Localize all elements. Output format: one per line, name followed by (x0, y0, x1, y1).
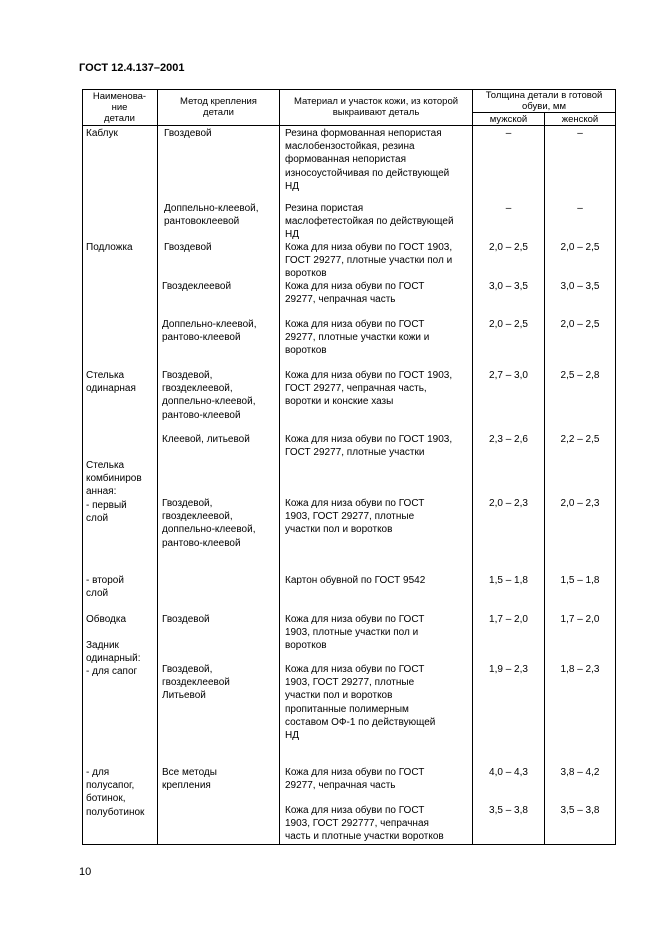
cell-female: 1,8 – 2,3 (560, 664, 600, 675)
cell-method: Гвоздеклеевой (162, 281, 232, 292)
cell-male: 3,0 – 3,5 (489, 281, 528, 292)
parts-table (82, 89, 616, 845)
cell-method: Гвоздевой (164, 242, 212, 253)
cell-material: Кожа для низа обуви по ГОСТ 1903, ГОСТ 29277, плотные участки пол и воротков пропитанные полимерным составом ОФ-1 по действующей НД (285, 664, 436, 742)
cell-male: 3,5 – 3,8 (489, 805, 528, 816)
cell-material: Кожа для низа обуви по ГОСТ 1903, плотные участки пол и воротков (285, 614, 425, 652)
cell-method: Все методы крепления (162, 767, 217, 792)
cell-material: Кожа для низа обуви по ГОСТ 1903, ГОСТ 29277, плотные участки пол и воротков (285, 498, 425, 536)
cell-name: Задник одинарный: - для сапог (86, 640, 141, 678)
cell-male: 2,0 – 2,5 (489, 242, 528, 253)
cell-method: Гвоздевой, гвоздеклеевой Литьевой (162, 664, 230, 702)
cell-method: Гвоздевой (162, 614, 210, 625)
cell-name: - второй слой (86, 575, 124, 600)
cell-material: Резина формованная непористая маслобензостойкая, резина формованная непористая износоустойчивая по действующей НД (285, 128, 450, 192)
cell-method: Гвоздевой, гвоздеклеевой, доппельно-клеевой, рантово-клеевой (162, 370, 256, 421)
cell-female: 2,5 – 2,8 (560, 370, 600, 381)
cell-male: 2,0 – 2,3 (489, 498, 528, 509)
cell-female: 3,0 – 3,5 (560, 281, 600, 292)
col-border-right (615, 89, 616, 845)
header-male: мужской (489, 114, 528, 125)
cell-method: Доппельно-клеевой, рантово-клеевой (162, 319, 257, 344)
cell-method: Гвоздевой, гвоздеклеевой, доппельно-клеевой, рантово-клеевой (162, 498, 256, 549)
cell-male: 4,0 – 4,3 (489, 767, 528, 778)
header-material: Материал и участок кожи, из которой выкраивают деталь (293, 96, 459, 118)
cell-name: Подложка (86, 242, 133, 253)
cell-female: – (577, 203, 583, 214)
cell-female: 2,0 – 2,5 (560, 319, 600, 330)
cell-male: 2,7 – 3,0 (489, 370, 528, 381)
cell-material: Кожа для низа обуви по ГОСТ 29277, чепрачная часть (285, 767, 425, 792)
cell-material: Кожа для низа обуви по ГОСТ 1903, ГОСТ 29277, плотные участки пол и воротков (285, 242, 453, 280)
table-bottom-border (82, 844, 616, 845)
cell-female: 2,0 – 2,3 (560, 498, 600, 509)
cell-male: – (505, 203, 512, 214)
col-border-left (82, 89, 83, 845)
cell-material: Кожа для низа обуви по ГОСТ 1903, ГОСТ 29277, плотные участки (285, 434, 453, 459)
document-header: ГОСТ 12.4.137–2001 (79, 62, 185, 74)
cell-name: Стелька одинарная (86, 370, 136, 395)
cell-female: 3,5 – 3,8 (560, 805, 600, 816)
cell-name: Обводка (86, 614, 127, 625)
cell-male: 1,5 – 1,8 (489, 575, 528, 586)
cell-female: 3,8 – 4,2 (560, 767, 600, 778)
cell-name: Стелька комбиниров анная: - первый слой (86, 460, 142, 524)
cell-material: Кожа для низа обуви по ГОСТ 1903, ГОСТ 292777, чепрачная часть и плотные участки воротков (285, 805, 444, 843)
header-thickness: Толщина детали в готовой обуви, мм (485, 90, 603, 112)
page-number: 10 (79, 866, 92, 878)
cell-male: 2,3 – 2,6 (489, 434, 528, 445)
cell-material: Картон обувной по ГОСТ 9542 (285, 575, 426, 586)
cell-female: 2,0 – 2,5 (560, 242, 600, 253)
cell-female: 1,7 – 2,0 (560, 614, 600, 625)
cell-material: Кожа для низа обуви по ГОСТ 1903, ГОСТ 29277, чепрачная часть, воротки и конские хазы (285, 370, 453, 408)
header-bottom-border (82, 125, 616, 126)
cell-method: Клеевой, литьевой (162, 434, 250, 445)
cell-male: 1,7 – 2,0 (489, 614, 528, 625)
header-female: женской (561, 114, 599, 125)
cell-material: Резина пористая маслофетестойкая по действующей НД (285, 203, 454, 241)
cell-female: – (577, 128, 583, 139)
cell-female: 1,5 – 1,8 (560, 575, 600, 586)
cell-male: – (505, 128, 512, 139)
cell-male: 2,0 – 2,5 (489, 319, 528, 330)
col-border-2 (279, 89, 280, 845)
cell-female: 2,2 – 2,5 (560, 434, 600, 445)
cell-name: - для полусапог, ботинок, полуботинок (86, 767, 145, 818)
cell-method: Доппельно-клеевой, рантовоклеевой (164, 203, 259, 228)
cell-name: Каблук (86, 128, 118, 139)
cell-material: Кожа для низа обуви по ГОСТ 29277, плотные участки кожи и воротков (285, 319, 430, 357)
cell-method: Гвоздевой (164, 128, 212, 139)
header-method: Метод крепления детали (180, 96, 257, 118)
cell-material: Кожа для низа обуви по ГОСТ 29277, чепрачная часть (285, 281, 425, 306)
col-border-1 (157, 89, 158, 845)
cell-male: 1,9 – 2,3 (489, 664, 528, 675)
col-border-4 (544, 112, 545, 845)
header-name: Наименова- ние детали (92, 91, 147, 124)
